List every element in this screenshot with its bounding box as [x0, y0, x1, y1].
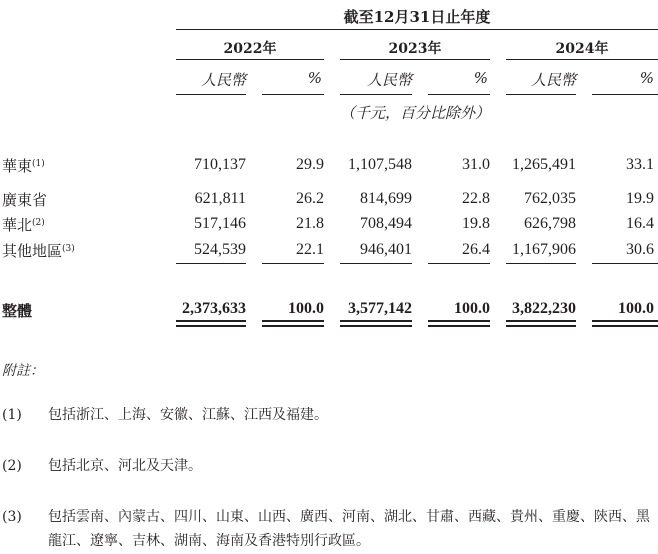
region-name: 其他地區: [2, 242, 63, 260]
total-dbl-rule-e2: [506, 325, 576, 327]
value-2023: 1,107,548: [348, 156, 412, 173]
year-2023-header: 2023年: [388, 41, 442, 57]
period-rule: [176, 29, 658, 30]
sub-rule-d: [428, 94, 490, 95]
region-name: 華北: [2, 216, 33, 234]
percent-2023: 22.8: [462, 190, 490, 207]
total-dbl-rule-e1: [506, 320, 576, 322]
percent-2024: 30.6: [626, 241, 654, 258]
note-1-text: 包括浙江、上海、安徽、江蘇、江西及福建。: [48, 407, 328, 423]
note-reference: (3): [62, 244, 75, 254]
region-name: 廣東省: [2, 191, 48, 209]
note-2-number: (2): [2, 458, 22, 474]
percent-2024: 19.9: [626, 190, 654, 207]
value-2023: 814,699: [360, 190, 412, 207]
percent-header-2024: %: [639, 69, 654, 87]
subtotal-rule-f: [592, 263, 658, 264]
period-header: 截至12月31日止年度: [343, 8, 491, 26]
subtotal-rule-a: [176, 263, 246, 264]
year-2022-header: 2022年: [223, 41, 277, 57]
region-name: 華東: [2, 157, 33, 175]
row-label: [2, 155, 45, 176]
value-2023: 708,494: [360, 215, 412, 232]
sub-rule-a: [176, 94, 246, 95]
total-dbl-rule-f2: [592, 325, 658, 327]
value-2024: 1,265,491: [512, 156, 576, 173]
value-2024: 626,798: [524, 215, 576, 232]
year-2024-header: 2024年: [555, 41, 609, 57]
note-reference: (1): [32, 159, 45, 169]
total-dbl-rule-a1: [176, 320, 246, 322]
currency-header-2022: 人民幣: [200, 71, 246, 89]
total-percent-2024: 100.0: [618, 300, 654, 317]
sub-rule-e: [506, 94, 576, 95]
total-dbl-rule-a2: [176, 325, 246, 327]
total-dbl-rule-c1: [340, 320, 412, 322]
total-value-2023: 3,577,142: [348, 300, 412, 317]
subtotal-rule-c: [340, 263, 412, 264]
total-label: 整體: [2, 302, 33, 320]
value-2024: 762,035: [524, 190, 576, 207]
currency-header-2023: 人民幣: [366, 71, 412, 89]
notes-title: 附註：: [2, 363, 44, 379]
percent-2023: 31.0: [462, 156, 490, 173]
note-2-text: 包括北京、河北及天津。: [48, 458, 202, 474]
subtotal-rule-b: [262, 263, 324, 264]
row-label: [2, 240, 75, 261]
row-label: [2, 214, 45, 235]
percent-2024: 16.4: [626, 215, 654, 232]
note-reference: (2): [32, 218, 45, 228]
value-2024: 1,167,906: [512, 241, 576, 258]
note-3-number: (3): [2, 509, 22, 525]
note-3-text: 包括雲南、內蒙古、四川、山東、山西、廣西、河南、湖北、甘肅、西藏、貴州、重慶、陝西、黑龍江、遼寧、吉林、湖南、海南及香港特別行政區。: [48, 509, 650, 549]
value-2022: 517,146: [194, 215, 246, 232]
value-2022: 621,811: [194, 190, 246, 207]
value-2023: 946,401: [360, 241, 412, 258]
year-2022-rule: [176, 59, 324, 60]
percent-2022: 21.8: [296, 215, 324, 232]
percent-2023: 19.8: [462, 215, 490, 232]
total-dbl-rule-d1: [428, 320, 490, 322]
currency-header-2024: 人民幣: [530, 71, 576, 89]
year-2024-rule: [506, 59, 658, 60]
percent-2022: 22.1: [296, 241, 324, 258]
subtotal-rule-e: [506, 263, 576, 264]
subtotal-rule-d: [428, 263, 490, 264]
sub-rule-c: [340, 94, 412, 95]
total-value-2022: 2,373,633: [182, 300, 246, 317]
note-1-number: (1): [2, 407, 22, 423]
total-dbl-rule-b1: [262, 320, 324, 322]
value-2022: 524,539: [194, 241, 246, 258]
total-dbl-rule-b2: [262, 325, 324, 327]
value-2022: 710,137: [194, 156, 246, 173]
percent-header-2023: %: [473, 69, 488, 87]
row-label: [2, 189, 47, 210]
total-dbl-rule-f1: [592, 320, 658, 322]
total-dbl-rule-d2: [428, 325, 490, 327]
total-value-2024: 3,822,230: [512, 300, 576, 317]
sub-rule-b: [262, 94, 324, 95]
percent-2022: 29.9: [296, 156, 324, 173]
total-dbl-rule-c2: [340, 325, 412, 327]
sub-rule-f: [592, 94, 658, 95]
total-percent-2022: 100.0: [288, 300, 324, 317]
percent-2024: 33.1: [626, 156, 654, 173]
total-percent-2023: 100.0: [454, 300, 490, 317]
unit-note: （千元，百分比除外）: [339, 104, 490, 122]
percent-2022: 26.2: [296, 190, 324, 207]
percent-header-2022: %: [307, 69, 322, 87]
percent-2023: 26.4: [462, 241, 490, 258]
year-2023-rule: [340, 59, 490, 60]
